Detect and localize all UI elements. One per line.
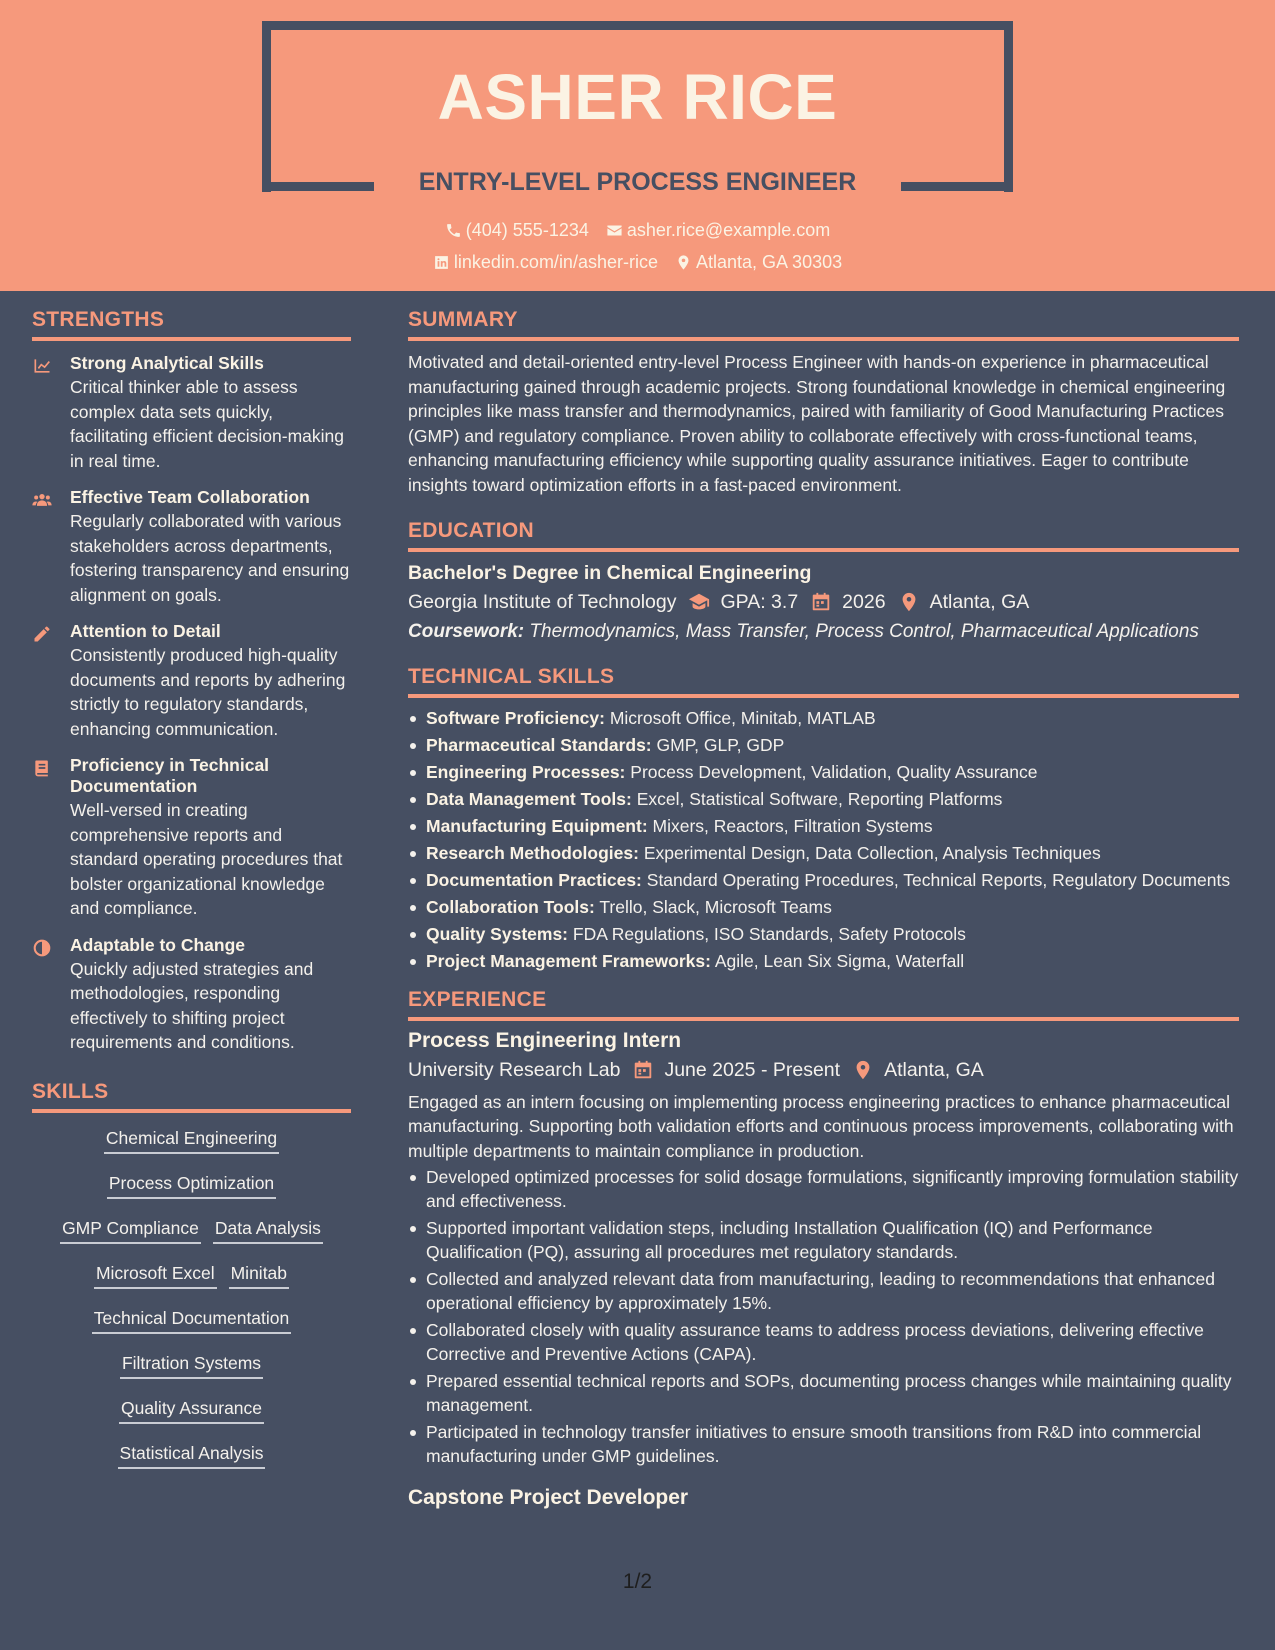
- list-item: Collected and analyzed relevant data from manufacturing, leading to recommendations that enhanced operational efficiency by approximately 15%.: [408, 1267, 1239, 1315]
- contact-row-1: [0, 220, 1275, 244]
- experience-heading: EXPERIENCE: [408, 976, 1239, 1021]
- skill-tag: Chemical Engineering: [104, 1127, 279, 1154]
- skills-list: [32, 1127, 351, 1472]
- strength-desc: Regularly collaborated with various stakeholders across departments, fostering transparency and ensuring alignment on goals.: [70, 511, 350, 605]
- experience-role: Process Engineering Intern: [408, 1028, 682, 1052]
- strengths-heading: STRENGTHS: [32, 291, 351, 341]
- phone-text: (404) 555-1234: [465, 220, 589, 240]
- education-year: 2026: [842, 590, 886, 613]
- strength-desc: Critical thinker able to assess complex data sets quickly, facilitating efficient decision-making in real time.: [70, 377, 344, 471]
- skill-tag: Minitab: [229, 1262, 289, 1289]
- strength-item: [32, 487, 351, 607]
- list-item: [408, 814, 1239, 838]
- skill-tag: Quality Assurance: [119, 1397, 264, 1424]
- technical-skills-heading: TECHNICAL SKILLS: [408, 648, 1239, 698]
- book-icon: [32, 758, 52, 778]
- list-item: [408, 760, 1239, 784]
- strength-title: Effective Team Collaboration: [70, 487, 310, 507]
- tech-skill-label: Data Management Tools:: [426, 788, 632, 809]
- education-location: Atlanta, GA: [929, 590, 1030, 613]
- tech-skill-value: Excel, Statistical Software, Reporting Platforms: [636, 788, 1003, 809]
- education-school: Georgia Institute of Technology: [408, 590, 677, 613]
- strength-title: Attention to Detail: [70, 621, 221, 641]
- tech-skill-label: Engineering Processes:: [426, 761, 626, 782]
- calendar-icon: [810, 591, 832, 613]
- skill-tag: Process Optimization: [107, 1172, 276, 1199]
- strength-desc: Consistently produced high-quality documents and reports by adhering strictly to regulatory standards, enhancing communication.: [70, 645, 346, 739]
- skill-tag: GMP Compliance: [60, 1217, 201, 1244]
- skills-heading: SKILLS: [32, 1063, 351, 1113]
- right-column: [408, 291, 1239, 1510]
- education-heading: EDUCATION: [408, 502, 1239, 552]
- tech-skill-label: Manufacturing Equipment:: [426, 815, 648, 836]
- phone-icon: [445, 222, 462, 239]
- list-item: [408, 841, 1239, 865]
- experience-dates: June 2025 - Present: [664, 1058, 841, 1081]
- calendar-icon: [632, 1059, 654, 1081]
- list-item: [408, 868, 1239, 892]
- pencil-icon: [32, 624, 52, 644]
- summary-heading: SUMMARY: [408, 291, 1239, 341]
- list-item: Supported important validation steps, including Installation Qualification (IQ) and Performance Qualification (PQ), assuring all procedures met regulatory standards.: [408, 1216, 1239, 1264]
- contact-location: [675, 252, 842, 273]
- resume-header: [0, 0, 1275, 291]
- list-item: Prepared essential technical reports and SOPs, documenting process changes while maintaining quality management.: [408, 1369, 1239, 1417]
- strength-item: [32, 755, 351, 921]
- list-item: [408, 787, 1239, 811]
- skill-tag: Statistical Analysis: [118, 1442, 266, 1469]
- tech-skill-value: Microsoft Office, Minitab, MATLAB: [609, 707, 876, 728]
- experience-role-2: Capstone Project Developer: [408, 1486, 689, 1510]
- strength-desc: Well-versed in creating comprehensive reports and standard operating procedures that bolster organizational knowledge and compliance.: [70, 800, 343, 918]
- location-text: Atlanta, GA 30303: [696, 252, 843, 272]
- linkedin-icon: [433, 254, 450, 271]
- tech-skill-label: Pharmaceutical Standards:: [426, 734, 652, 755]
- adjust-icon: [32, 938, 52, 958]
- strength-item: [32, 621, 351, 741]
- coursework: [408, 620, 1239, 644]
- tech-skill-label: Collaboration Tools:: [426, 896, 595, 917]
- coursework-label: Coursework:: [408, 620, 525, 642]
- tech-skill-value: Process Development, Validation, Quality Assurance: [630, 761, 1038, 782]
- tech-skill-value: Trello, Slack, Microsoft Teams: [599, 896, 832, 917]
- tech-skill-value: Standard Operating Procedures, Technical Reports, Regulatory Documents: [646, 869, 1231, 890]
- list-item: [408, 949, 1239, 973]
- education-gpa: GPA: 3.7: [720, 590, 799, 613]
- education-degree: Bachelor's Degree in Chemical Engineering: [408, 561, 812, 584]
- map-marker-icon: [852, 1059, 874, 1081]
- list-item: [408, 922, 1239, 946]
- job-title: ENTRY-LEVEL PROCESS ENGINEER: [418, 168, 857, 196]
- list-item: Developed optimized processes for solid dosage formulations, significantly improving formulation stability and effectiveness.: [408, 1165, 1239, 1213]
- tech-skill-label: Documentation Practices:: [426, 869, 642, 890]
- list-item: [408, 706, 1239, 730]
- candidate-name: ASHER RICE: [437, 61, 838, 133]
- strength-item: [32, 353, 351, 473]
- education-meta: [408, 591, 1239, 614]
- chart-line-icon: [32, 356, 52, 376]
- experience-bullets: [408, 1165, 1239, 1468]
- left-column: [32, 291, 351, 1487]
- experience-description: Engaged as an intern focusing on implementing process engineering practices to enhance pharmaceutical manufacturing. Supporting both validation efforts and continuous process improvements, collaborating with multiple departments to maintain compliance in production.: [408, 1091, 1234, 1161]
- users-icon: [32, 490, 52, 510]
- map-marker-icon: [898, 591, 920, 613]
- strength-title: Proficiency in Technical Documentation: [70, 755, 270, 796]
- experience-location: Atlanta, GA: [884, 1058, 984, 1081]
- list-item: [408, 895, 1239, 919]
- strength-desc: Quickly adjusted strategies and methodologies, responding effectively to shifting project requirements and conditions.: [70, 958, 314, 1052]
- tech-skill-value: Experimental Design, Data Collection, Analysis Techniques: [643, 842, 1101, 863]
- tech-skill-value: GMP, GLP, GDP: [656, 734, 785, 755]
- skill-tag: Data Analysis: [213, 1217, 323, 1244]
- experience-org: University Research Lab: [408, 1058, 621, 1081]
- contact-email[interactable]: [606, 220, 830, 241]
- tech-skill-label: Quality Systems:: [426, 923, 568, 944]
- email-text: asher.rice@example.com: [626, 220, 831, 240]
- contact-row-2: [0, 252, 1275, 276]
- tech-skill-label: Research Methodologies:: [426, 842, 639, 863]
- list-item: Participated in technology transfer initiatives to ensure smooth transitions from R&D into commercial manufacturing under GMP guidelines.: [408, 1420, 1239, 1468]
- technical-skills-list: [408, 706, 1239, 973]
- map-marker-icon: [675, 254, 692, 271]
- summary-text: Motivated and detail-oriented entry-level Process Engineer with hands-on experience in pharmaceutical manufacturing gained through academic projects. Strong foundational knowledge in chemical engineering principles like mass transfer and thermodynamics, paired with familiarity of Good Manufacturing Practices (GMP) and regulatory compliance. Proven ability to collaborate effectively with cross-functional teams, enhancing manufacturing efficiency while supporting quality assurance initiatives. Eager to contribute insights toward optimization efforts in a fast-paced environment.: [408, 352, 1226, 495]
- list-item: Collaborated closely with quality assurance teams to address process deviations, delivering effective Corrective and Preventive Actions (CAPA).: [408, 1318, 1239, 1366]
- tech-skill-label: Project Management Frameworks:: [426, 950, 711, 971]
- skill-tag: Technical Documentation: [92, 1307, 292, 1334]
- page-number: 1/2: [622, 1570, 653, 1593]
- strength-title: Adaptable to Change: [70, 934, 246, 955]
- coursework-list: Thermodynamics, Mass Transfer, Process Control, Pharmaceutical Applications: [529, 620, 1199, 642]
- tech-skill-label: Software Proficiency:: [426, 707, 605, 728]
- tech-skill-value: Mixers, Reactors, Filtration Systems: [652, 815, 933, 836]
- list-item: [408, 733, 1239, 757]
- linkedin-text: linkedin.com/in/asher-rice: [453, 252, 658, 272]
- envelope-icon: [606, 222, 623, 239]
- tech-skill-value: FDA Regulations, ISO Standards, Safety Protocols: [572, 923, 966, 944]
- strength-title: Strong Analytical Skills: [70, 353, 264, 373]
- graduation-cap-icon: [688, 591, 710, 613]
- experience-meta: [408, 1059, 1239, 1082]
- skill-tag: Microsoft Excel: [94, 1262, 217, 1289]
- skill-tag: Filtration Systems: [120, 1352, 263, 1379]
- contact-phone[interactable]: [445, 220, 589, 241]
- contact-linkedin[interactable]: [433, 252, 658, 273]
- tech-skill-value: Agile, Lean Six Sigma, Waterfall: [714, 950, 965, 971]
- strength-item: [32, 935, 351, 1055]
